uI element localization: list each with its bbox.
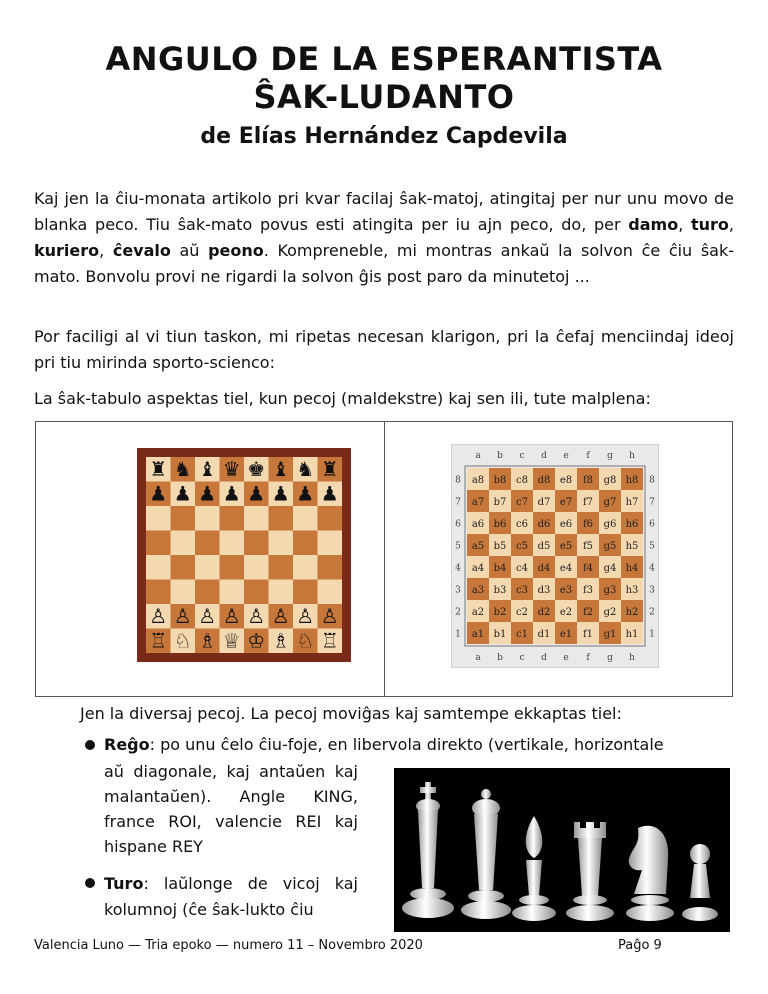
file-label-bottom: f [586,653,590,663]
figure-divider [384,422,385,696]
file-label-top: c [519,451,525,461]
rank-label-right: 5 [649,541,655,552]
square-coordinate: e1 [559,628,573,640]
square-coordinate: d4 [537,562,551,574]
board-square [146,555,171,580]
square-coordinate: f8 [582,474,594,486]
board-square [171,580,196,605]
square-coordinate: f3 [582,584,594,596]
chessboard-coordinates [451,444,659,668]
square-coordinate: b3 [493,584,507,596]
square-coordinate: c1 [516,628,528,640]
square-coordinate: e7 [559,496,573,508]
chess-piece-icon: ♜ [320,457,339,482]
board-square [293,531,318,556]
square-coordinate: g2 [603,606,617,618]
square-coordinate: e2 [559,606,573,618]
board-square [244,555,269,580]
chess-piece-icon: ♞ [173,457,192,482]
board-square [195,531,220,556]
square-coordinate: d3 [537,584,551,596]
file-label-top: g [607,451,613,461]
square-coordinate: a2 [471,606,485,618]
square-coordinate: c5 [516,540,528,552]
rank-label-right: 1 [649,629,655,640]
file-label-bottom: h [629,653,635,663]
file-label-bottom: b [497,653,503,663]
square-coordinate: d8 [537,474,551,486]
explanation-paragraph: Por faciligi al vi tiun taskon, mi ripetas necesan klarigon, pri la ĉefaj menciindaj ideoj pri tiu mirinda sporto-scienco: [34,327,734,372]
square-coordinate: b6 [493,518,507,530]
board-square [269,580,294,605]
square-coordinate: c8 [516,474,528,486]
board-square [244,506,269,531]
square-coordinate: g6 [603,518,617,530]
square-coordinate: h6 [625,518,639,530]
chess-piece-icon: ♙ [173,604,192,629]
board-square [220,506,245,531]
board-square [293,555,318,580]
square-coordinate: e4 [559,562,573,574]
rank-label-left: 1 [455,629,461,640]
chess-piece-icon: ♙ [320,604,339,629]
board-square [195,506,220,531]
footer-publication: Valencia Luno — Tria epoko — numero 11 – Novembro 2020 [34,938,423,953]
chess-piece-icon: ♟ [222,481,241,506]
file-label-bottom: e [563,653,569,663]
board-square [171,506,196,531]
square-coordinate: b7 [493,496,507,508]
rank-label-left: 6 [455,519,461,530]
file-label-bottom: d [541,653,547,663]
file-label-bottom: c [519,653,525,663]
square-coordinate: g3 [603,584,617,596]
rank-label-left: 7 [455,497,461,508]
square-coordinate: b5 [493,540,507,552]
chess-piece-icon: ♙ [296,604,315,629]
square-coordinate: h2 [625,606,639,618]
chess-piece-icon: ♟ [173,481,192,506]
board-square [244,580,269,605]
square-coordinate: f6 [582,518,594,530]
chess-piece-icon: ♝ [271,457,290,482]
square-coordinate: a3 [471,584,485,596]
chess-piece-icon: ♙ [222,604,241,629]
author-byline: de Elías Hernández Capdevila [200,124,568,149]
square-coordinate: c6 [516,518,528,530]
board-square [269,555,294,580]
square-coordinate: c4 [516,562,528,574]
chess-piece-icon: ♝ [198,457,217,482]
rank-label-left: 5 [455,541,461,552]
file-label-top: b [497,451,503,461]
rank-label-left: 2 [455,607,461,618]
file-label-bottom: g [607,653,613,663]
chess-piece-icon: ♙ [271,604,290,629]
chess-piece-icon: ♟ [320,481,339,506]
square-coordinate: a4 [471,562,485,574]
square-coordinate: h1 [625,628,639,640]
square-coordinate: d5 [537,540,551,552]
board-square [195,580,220,605]
square-coordinate: h3 [625,584,639,596]
rank-label-right: 2 [649,607,655,618]
chess-piece-icon: ♜ [149,457,168,482]
chess-piece-icon: ♘ [173,628,192,653]
square-coordinate: a5 [471,540,485,552]
board-square [318,531,343,556]
square-coordinate: a8 [471,474,485,486]
chess-piece-icon: ♗ [198,628,217,653]
file-label-top: d [541,451,547,461]
square-coordinate: d7 [537,496,551,508]
square-coordinate: c3 [516,584,528,596]
page-title: ANGULO DE LA ESPERANTISTA [105,40,663,78]
chessboard-with-pieces [137,448,351,662]
footer-page-number: Paĝo 9 [618,938,662,953]
chess-piece-icon: ♚ [247,457,266,482]
square-coordinate: e8 [559,474,573,486]
page-title-line2: ŜAK-LUDANTO [253,78,515,116]
chess-piece-icon: ♟ [247,481,266,506]
rank-label-right: 6 [649,519,655,530]
board-intro-paragraph: La ŝak-tabulo aspektas tiel, kun pecoj (maldekstre) kaj sen ili, tute malplena: [34,389,651,408]
board-square [293,580,318,605]
board-square [146,531,171,556]
square-coordinate: b1 [493,628,507,640]
file-label-bottom: a [475,653,481,663]
rank-label-right: 8 [649,475,655,486]
square-coordinate: a1 [471,628,485,640]
rego-description-cont: aŭ diagonale, kaj antaŭen kaj malantaŭen). Angle KING, france ROI, valencie REI kaj hispane REY [104,762,358,856]
square-coordinate: h4 [625,562,639,574]
board-square [220,555,245,580]
square-coordinate: h7 [625,496,639,508]
square-coordinate: f4 [582,562,594,574]
chess-piece-icon: ♖ [320,628,339,653]
square-coordinate: b4 [493,562,507,574]
rank-label-right: 3 [649,585,655,596]
board-square [269,531,294,556]
chess-piece-icon: ♔ [247,628,266,653]
square-coordinate: b8 [493,474,507,486]
chess-piece-icon: ♛ [222,457,241,482]
board-square [171,531,196,556]
chess-piece-icon: ♟ [296,481,315,506]
square-coordinate: a6 [471,518,485,530]
square-coordinate: f2 [582,606,594,618]
square-coordinate: e6 [559,518,573,530]
square-coordinate: f7 [582,496,594,508]
chess-piece-icon: ♙ [247,604,266,629]
board-square [293,506,318,531]
file-label-top: h [629,451,635,461]
chess-piece-icon: ♙ [198,604,217,629]
square-coordinate: c2 [516,606,528,618]
rank-label-left: 3 [455,585,461,596]
square-coordinate: f1 [582,628,594,640]
board-square [244,531,269,556]
square-coordinate: h5 [625,540,639,552]
pieces-intro-paragraph: Jen la diversaj pecoj. La pecoj moviĝas kaj samtempe ekkaptas tiel: [80,704,622,723]
square-coordinate: b2 [493,606,507,618]
square-coordinate: f5 [582,540,594,552]
file-label-top: f [586,451,590,461]
board-square [269,506,294,531]
chess-piece-icon: ♟ [198,481,217,506]
chess-piece-icon: ♙ [149,604,168,629]
rank-label-right: 7 [649,497,655,508]
chess-piece-icon: ♗ [271,628,290,653]
square-coordinate: d2 [537,606,551,618]
board-square [318,580,343,605]
rego-description: Reĝo: po unu ĉelo ĉiu-foje, en libervola direkto (vertikale, horizontale [104,735,664,754]
square-coordinate: g4 [603,562,617,574]
chess-piece-icon: ♘ [296,628,315,653]
chess-piece-icon: ♟ [271,481,290,506]
square-coordinate: g8 [603,474,617,486]
file-label-top: e [563,451,569,461]
file-label-top: a [475,451,481,461]
square-coordinate: g7 [603,496,617,508]
chess-piece-icon: ♞ [296,457,315,482]
board-square [220,580,245,605]
board-square [146,580,171,605]
intro-paragraph: Kaj jen la ĉiu-monata artikolo pri kvar facilaj ŝak-matoj, atingitaj per nur unu movo de blanka peco. Tiu ŝak-mato povus esti atingita per iu ajn peco, do, per damo, turo, kuriero, ĉevalo aŭ peono. Kompreneble, mi montras ankaŭ la solvon ĉe ĉiu ŝak-mato. Bonvolu provi ne rigardi la solvon ĝis post paro da minutetoj ... [34,189,735,286]
chess-piece-icon: ♟ [149,481,168,506]
board-square [318,555,343,580]
board-square [171,555,196,580]
square-coordinate: d6 [537,518,551,530]
board-square [195,555,220,580]
chess-piece-icon: ♕ [222,628,241,653]
square-coordinate: h8 [625,474,639,486]
square-coordinate: c7 [516,496,528,508]
rank-label-left: 8 [455,475,461,486]
chess-pieces-image [394,768,730,932]
square-coordinate: d1 [537,628,551,640]
chessboards-figure [35,421,733,697]
bullet-icon [85,878,95,888]
board-square [318,506,343,531]
turo-description: Turo: laŭlonge de vicoj kaj kolumnoj (ĉe ŝak-lukto ĉiu [104,874,358,919]
board-square [146,506,171,531]
square-coordinate: g1 [603,628,617,640]
chess-piece-icon: ♖ [149,628,168,653]
board-square [220,531,245,556]
rank-label-right: 4 [649,563,655,574]
square-coordinate: e5 [559,540,573,552]
square-coordinate: e3 [559,584,573,596]
square-coordinate: a7 [471,496,485,508]
rank-label-left: 4 [455,563,461,574]
bullet-icon [85,740,95,750]
square-coordinate: g5 [603,540,617,552]
